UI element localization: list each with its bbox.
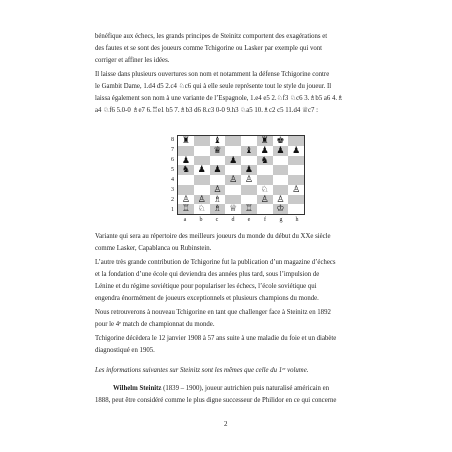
file-label: b (199, 217, 203, 223)
board-square (288, 165, 304, 175)
board-square: ♔ (273, 204, 289, 214)
board-square: ♜ (178, 136, 194, 146)
board-square (210, 156, 226, 166)
board-square (194, 156, 210, 166)
board-square (241, 136, 257, 146)
rank-label: 6 (171, 157, 174, 163)
page-number: 2 (224, 420, 228, 428)
board-square (241, 195, 257, 205)
board-square: ♕ (225, 204, 241, 214)
text-line: comme Lasker, Capablanca ou Rubinstein. (95, 245, 212, 252)
board-square: ♞ (257, 156, 273, 166)
text-line: 1888, peut être considéré comme le plus digne successeur de Philidor en ce qui concerne (95, 397, 337, 404)
text-line: et la fondation d’une école qui deviendra des années plus tard, sous l’impulsion de (95, 271, 320, 278)
rank-label: 4 (171, 177, 174, 183)
file-label: a (183, 217, 187, 223)
text-line: le Gambit Dame, 1.d4 d5 2.c4 ♘c6 qui à elle seule représente tout le style du joueur. Il (95, 83, 332, 90)
board-square: ♚ (273, 136, 289, 146)
board-square: ♗ (210, 204, 226, 214)
board-square (241, 185, 257, 195)
board-square: ♗ (210, 195, 226, 205)
board-square (273, 175, 289, 185)
board-square (257, 165, 273, 175)
file-label: c (215, 217, 219, 223)
rank-label: 8 (171, 137, 174, 143)
board-square: ♙ (225, 175, 241, 185)
text-line: laissa également son nom à une variante de l’Espagnole, 1.e4 e5 2.♘f3 ♘c6 3.♗b5 a6 4.♗ (95, 95, 344, 102)
board-square: ♖ (178, 204, 194, 214)
board-square (225, 136, 241, 146)
text-line: a4 ♘f6 5.0-0 ♗e7 6.♖e1 b5 7.♗b3 d6 8.c3 0-0 9.h3 ♘a5 10.♗c2 c5 11.d4 ♕c7 : (95, 107, 319, 114)
board-square: ♙ (210, 185, 226, 195)
board-square (241, 156, 257, 166)
text-line: L’autre très grande contribution de Tchigorine fut la publication d’un magazine d’échecs (95, 259, 336, 266)
board-square (194, 175, 210, 185)
text-line: diagnostiqué en 1905. (95, 347, 155, 354)
board-square: ♙ (257, 195, 273, 205)
board-square (288, 156, 304, 166)
file-label: e (247, 217, 251, 223)
board-square: ♟ (194, 165, 210, 175)
board-square: ♖ (241, 204, 257, 214)
board-square: ♙ (273, 195, 289, 205)
board-square: ♟ (225, 156, 241, 166)
board-square: ♙ (241, 175, 257, 185)
board-square: ♝ (241, 146, 257, 156)
board-square (288, 136, 304, 146)
steinitz-name: Wilhelm Steinitz (113, 385, 162, 392)
text-line: Lénine et du régime soviétique pour populariser les échecs, l’école soviétique qui (95, 283, 317, 290)
board-square (194, 185, 210, 195)
board-square: ♙ (178, 195, 194, 205)
board-square: ♘ (194, 204, 210, 214)
text-line: des fautes et se sont des joueurs comme Tchigorine ou Lasker par exemple qui vont (95, 45, 323, 52)
board-square: ♙ (288, 185, 304, 195)
chess-board (177, 135, 305, 215)
rank-label: 3 (171, 187, 174, 193)
text-line: engendra énormément de joueurs exceptionnels et plusieurs champions du monde. (95, 295, 319, 302)
board-square: ♟ (257, 146, 273, 156)
steinitz-intro: (1839 – 1900), joueur autrichien puis naturalisé américain en (161, 385, 330, 392)
board-square (257, 175, 273, 185)
board-square (257, 204, 273, 214)
board-square: ♝ (210, 136, 226, 146)
board-square: ♟ (273, 146, 289, 156)
text-line: bénéfique aux échecs, les grands principes de Steinitz comportent des exagérations et (95, 33, 328, 40)
board-square: ♟ (210, 165, 226, 175)
file-label: g (279, 217, 283, 223)
italic-note: Les informations suivantes sur Steinitz sont les mêmes que celle du 1ᵉʳ volume. (95, 367, 309, 374)
board-square (210, 175, 226, 185)
text-line: pour le 4ᵉ match de championnat du monde. (95, 321, 215, 328)
board-square (225, 185, 241, 195)
text-line: Il laisse dans plusieurs ouvertures son nom et notamment la défense Tchigorine contre (95, 71, 330, 78)
rank-label: 2 (171, 197, 174, 203)
text-line: corriger et affiner les idées. (95, 57, 170, 64)
rank-label: 5 (171, 167, 174, 173)
board-square (288, 204, 304, 214)
file-label: h (295, 217, 299, 223)
text-line: Nous retrouverons à nouveau Tchigorine en tant que challenger face à Steinitz en 1892 (95, 309, 331, 316)
board-square (178, 175, 194, 185)
board-square: ♟ (241, 165, 257, 175)
file-label: f (264, 217, 266, 223)
board-square: ♞ (178, 165, 194, 175)
board-square (225, 146, 241, 156)
board-square (288, 175, 304, 185)
text-line: Variante qui sera au répertoire des meilleurs joueurs du monde du début du XXe siècle (95, 233, 331, 240)
file-label: d (231, 217, 235, 223)
board-square (273, 165, 289, 175)
board-square: ♟ (178, 156, 194, 166)
board-square (273, 156, 289, 166)
board-square (194, 146, 210, 156)
rank-label: 7 (171, 147, 174, 153)
board-square (225, 165, 241, 175)
board-square: ♜ (257, 136, 273, 146)
board-square (273, 185, 289, 195)
board-square (194, 136, 210, 146)
board-square (288, 195, 304, 205)
board-square (225, 195, 241, 205)
text-line: Tchigorine décèdera le 12 janvier 1908 à 57 ans suite à une maladie du foie et un diabète (95, 335, 337, 342)
rank-label: 1 (171, 207, 174, 213)
board-square: ♘ (257, 185, 273, 195)
board-square (178, 185, 194, 195)
steinitz-line (113, 384, 329, 394)
board-square (178, 146, 194, 156)
board-square: ♙ (194, 195, 210, 205)
board-square: ♛ (210, 146, 226, 156)
board-square: ♟ (288, 146, 304, 156)
